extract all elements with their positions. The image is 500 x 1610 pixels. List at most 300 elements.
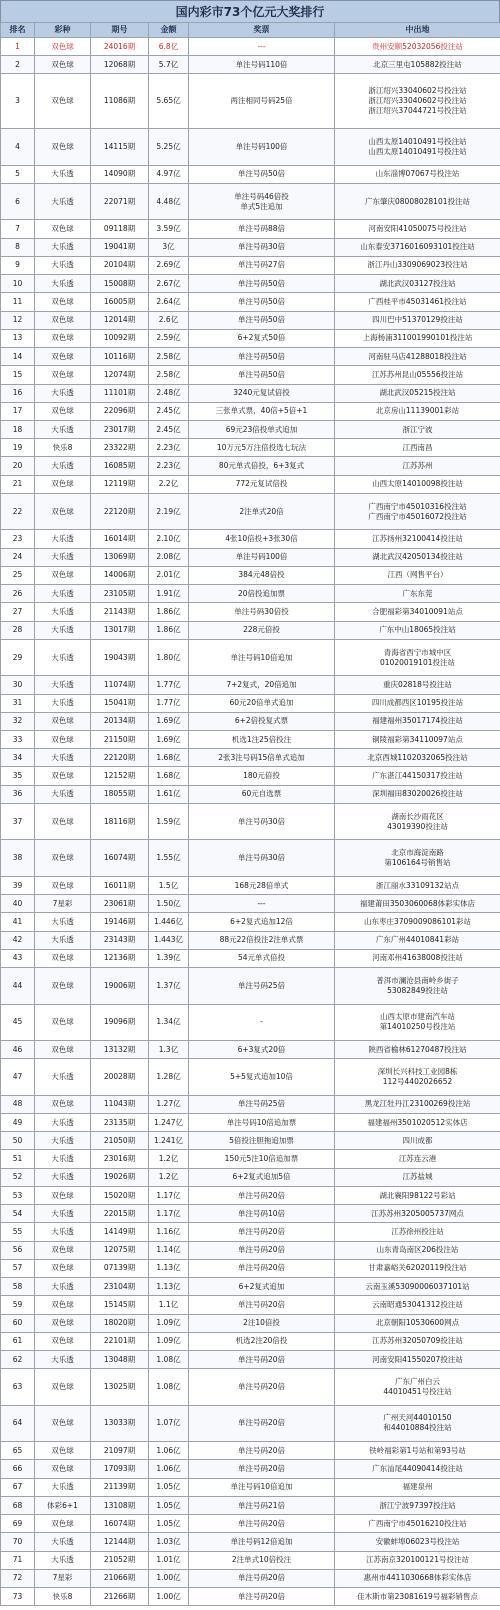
cell-type: 大乐透 bbox=[35, 384, 91, 402]
cell-issue: 12144期 bbox=[91, 1533, 149, 1551]
cell-issue: 13069期 bbox=[91, 548, 149, 566]
place-line: 山东青岛南区206投注站 bbox=[376, 1245, 459, 1255]
cell-issue: 11043期 bbox=[91, 1095, 149, 1113]
place-line: 浙江绍兴33040602号投注站 bbox=[368, 86, 467, 96]
table-row bbox=[1, 1369, 500, 1405]
place-line: 云南昭通53041312投注站 bbox=[372, 1299, 463, 1309]
ticket-line: 单注号码110倍 bbox=[235, 59, 288, 69]
place-line: 安徽蚌埠06023号投注站 bbox=[375, 1537, 460, 1547]
cell-rank: 20 bbox=[1, 457, 35, 475]
ticket-line: 2注10倍投 bbox=[243, 1318, 280, 1328]
ticket-line: 单注号码20倍 bbox=[237, 1464, 286, 1474]
cell-type: 双色球 bbox=[35, 1442, 91, 1460]
cell-place bbox=[335, 1442, 500, 1460]
cell-type: 大乐透 bbox=[35, 1351, 91, 1369]
cell-tickets bbox=[189, 1186, 335, 1204]
cell-type: 双色球 bbox=[35, 1095, 91, 1113]
cell-place bbox=[335, 767, 500, 785]
cell-tickets bbox=[189, 311, 335, 329]
cell-issue: 22071期 bbox=[91, 183, 149, 219]
cell-type: 大乐透 bbox=[35, 165, 91, 183]
cell-rank: 57 bbox=[1, 1259, 35, 1277]
table-row bbox=[1, 566, 500, 584]
cell-type: 大乐透 bbox=[35, 1205, 91, 1223]
table-row bbox=[1, 1059, 500, 1095]
ticket-line: 80元单式倍投，6+3复式 bbox=[218, 461, 305, 471]
place-line: 广东东莞 bbox=[402, 588, 433, 598]
table-row bbox=[1, 530, 500, 548]
cell-place bbox=[335, 1405, 500, 1441]
cell-tickets bbox=[189, 785, 335, 803]
cell-issue: 15008期 bbox=[91, 275, 149, 293]
cell-place bbox=[335, 749, 500, 767]
cell-amount: 1.5亿 bbox=[149, 876, 189, 894]
table-row bbox=[1, 1296, 500, 1314]
cell-place bbox=[335, 293, 500, 311]
cell-issue: 18020期 bbox=[91, 1314, 149, 1332]
place-line: 江苏扬州32100414投注站 bbox=[372, 534, 463, 543]
cell-type: 双色球 bbox=[35, 949, 91, 967]
cell-issue: 13132期 bbox=[91, 1041, 149, 1059]
ticket-line: --- bbox=[257, 41, 266, 51]
cell-rank: 42 bbox=[1, 931, 35, 949]
ticket-line: 60元自选票 bbox=[241, 789, 282, 799]
cell-place bbox=[335, 621, 500, 639]
cell-place bbox=[335, 785, 500, 803]
cell-issue: 19006期 bbox=[91, 968, 149, 1004]
cell-tickets bbox=[189, 803, 335, 839]
place-line: 北京西城1102032065投注站 bbox=[367, 752, 468, 762]
ticket-line: 单注号码50倍 bbox=[237, 351, 286, 361]
cell-place bbox=[335, 585, 500, 603]
table-row bbox=[1, 1150, 500, 1168]
ticket-line: 单注号码50倍 bbox=[237, 369, 286, 379]
cell-tickets bbox=[189, 931, 335, 949]
place-line: 山西太原14010098投注站 bbox=[372, 479, 463, 489]
cell-rank: 31 bbox=[1, 694, 35, 712]
cell-amount: 1.241亿 bbox=[149, 1132, 189, 1150]
cell-issue: 16085期 bbox=[91, 457, 149, 475]
cell-amount: 1.00亿 bbox=[149, 1569, 189, 1587]
cell-type: 双色球 bbox=[35, 293, 91, 311]
cell-tickets bbox=[189, 329, 335, 347]
place-line: 01020019101投注站 bbox=[380, 657, 455, 667]
place-line: 湖北襄阳98122号彩站 bbox=[379, 1190, 456, 1200]
place-line: 和44010884投注站 bbox=[383, 1423, 452, 1433]
place-line: 河南安阳41050075号投注站 bbox=[368, 224, 467, 233]
cell-place bbox=[335, 676, 500, 694]
cell-amount: 1.13亿 bbox=[149, 1278, 189, 1296]
cell-type: 快乐8 bbox=[35, 439, 91, 457]
cell-rank: 6 bbox=[1, 183, 35, 219]
cell-type: 大乐透 bbox=[35, 1150, 91, 1168]
cell-type: 7星彩 bbox=[35, 1569, 91, 1587]
cell-place bbox=[335, 913, 500, 931]
cell-rank: 50 bbox=[1, 1132, 35, 1150]
cell-amount: 1.68亿 bbox=[149, 767, 189, 785]
cell-amount: 2.69亿 bbox=[149, 256, 189, 274]
cell-tickets bbox=[189, 1041, 335, 1059]
cell-tickets bbox=[189, 1132, 335, 1150]
cell-tickets bbox=[189, 1533, 335, 1551]
cell-amount: 1.77亿 bbox=[149, 694, 189, 712]
cell-tickets bbox=[189, 1460, 335, 1478]
cell-place bbox=[335, 275, 500, 293]
cell-tickets bbox=[189, 749, 335, 767]
cell-place bbox=[335, 420, 500, 438]
cell-tickets bbox=[189, 493, 335, 529]
cell-place bbox=[335, 566, 500, 584]
cell-place bbox=[335, 1059, 500, 1095]
cell-type: 大乐透 bbox=[35, 275, 91, 293]
cell-place bbox=[335, 1478, 500, 1496]
cell-type: 体彩6+1 bbox=[35, 1496, 91, 1514]
cell-rank: 21 bbox=[1, 475, 35, 493]
cell-amount: 2.6亿 bbox=[149, 311, 189, 329]
table-body bbox=[1, 38, 500, 1606]
place-line: 北京市海淀南路 bbox=[391, 848, 444, 858]
place-line: 浙江绍兴33040602号投注站 bbox=[368, 96, 467, 106]
table-row bbox=[1, 74, 500, 129]
cell-rank: 48 bbox=[1, 1095, 35, 1113]
place-line: 山西太原市建南汽车站 bbox=[380, 1012, 455, 1022]
cell-type: 双色球 bbox=[35, 1405, 91, 1441]
cell-rank: 10 bbox=[1, 275, 35, 293]
table-row bbox=[1, 38, 500, 56]
cell-rank: 13 bbox=[1, 329, 35, 347]
table-row bbox=[1, 1186, 500, 1204]
cell-type: 大乐透 bbox=[35, 676, 91, 694]
cell-place bbox=[335, 56, 500, 74]
table-row bbox=[1, 256, 500, 274]
cell-type: 双色球 bbox=[35, 1515, 91, 1533]
ticket-line: 单注号码20倍 bbox=[237, 1591, 286, 1601]
cell-amount: 2.45亿 bbox=[149, 402, 189, 420]
place-line: 江苏苏州 bbox=[402, 461, 433, 471]
cell-amount: 1.16亿 bbox=[149, 1223, 189, 1241]
place-line: 山东枣庄37090090861​01彩站 bbox=[363, 916, 472, 926]
cell-tickets bbox=[189, 1004, 335, 1040]
table-row bbox=[1, 439, 500, 457]
cell-rank: 35 bbox=[1, 767, 35, 785]
cell-tickets bbox=[189, 1205, 335, 1223]
cell-tickets bbox=[189, 712, 335, 730]
cell-type: 双色球 bbox=[35, 1186, 91, 1204]
cell-amount: 1.2亿 bbox=[149, 1168, 189, 1186]
cell-tickets bbox=[189, 1113, 335, 1131]
ticket-line: 单注号码10倍追加 bbox=[230, 652, 293, 662]
place-line: 陕西省榆林61270487投注站 bbox=[368, 1044, 467, 1054]
place-line: 湖北武汉05215投注站 bbox=[379, 388, 456, 398]
cell-issue: 13048期 bbox=[91, 1351, 149, 1369]
cell-amount: 4.48亿 bbox=[149, 183, 189, 219]
cell-tickets bbox=[189, 238, 335, 256]
ticket-line: 机选1注25倍投注 bbox=[231, 734, 292, 744]
cell-issue: 20028期 bbox=[91, 1059, 149, 1095]
table-row bbox=[1, 129, 500, 165]
table-row bbox=[1, 694, 500, 712]
cell-type: 双色球 bbox=[35, 566, 91, 584]
cell-tickets bbox=[189, 439, 335, 457]
cell-rank: 24 bbox=[1, 548, 35, 566]
cell-issue: 17093期 bbox=[91, 1460, 149, 1478]
cell-rank: 9 bbox=[1, 256, 35, 274]
ticket-line: 单注号码12倍追加 bbox=[230, 1537, 293, 1547]
table-row bbox=[1, 1314, 500, 1332]
cell-issue: 16074期 bbox=[91, 840, 149, 876]
cell-issue: 23135期 bbox=[91, 1113, 149, 1131]
cell-amount: 2.08亿 bbox=[149, 548, 189, 566]
place-line: 广东广州44010841彩站 bbox=[375, 935, 460, 945]
cell-tickets bbox=[189, 585, 335, 603]
place-line: 浙江丹山33090690​23投注站 bbox=[367, 260, 468, 270]
ticket-line: 6+2复式追加 bbox=[238, 1281, 285, 1291]
ticket-line: 单注号码20倍 bbox=[237, 1227, 286, 1236]
cell-rank: 2 bbox=[1, 56, 35, 74]
cell-place bbox=[335, 348, 500, 366]
cell-type: 双色球 bbox=[35, 1332, 91, 1350]
cell-amount: 1.77亿 bbox=[149, 676, 189, 694]
cell-place bbox=[335, 1278, 500, 1296]
place-line: 四川成都西区10195投注站 bbox=[371, 698, 464, 708]
cell-rank: 12 bbox=[1, 311, 35, 329]
place-line: 福建福州3501020512实体店 bbox=[367, 1117, 468, 1127]
ticket-line: 单注号码10倍 bbox=[237, 1208, 286, 1218]
table-row bbox=[1, 220, 500, 238]
cell-type: 双色球 bbox=[35, 475, 91, 493]
cell-amount: 1.86亿 bbox=[149, 621, 189, 639]
cell-tickets bbox=[189, 603, 335, 621]
place-line: 112号4402026652 bbox=[382, 1077, 453, 1086]
cell-place bbox=[335, 1496, 500, 1514]
ticket-line: 228元倍投 bbox=[243, 625, 280, 635]
cell-rank: 15 bbox=[1, 366, 35, 384]
cell-tickets bbox=[189, 1296, 335, 1314]
cell-rank: 61 bbox=[1, 1332, 35, 1350]
cell-place bbox=[335, 238, 500, 256]
cell-tickets bbox=[189, 293, 335, 311]
cell-rank: 59 bbox=[1, 1296, 35, 1314]
sheet-title: 国内彩市73个亿元大奖排行 bbox=[0, 0, 500, 22]
table-row bbox=[1, 876, 500, 894]
ticket-line: 单注号码30倍 bbox=[237, 853, 286, 863]
ticket-line: 384元48倍投 bbox=[238, 570, 285, 580]
cell-issue: 23016期 bbox=[91, 1150, 149, 1168]
cell-rank: 7 bbox=[1, 220, 35, 238]
cell-type: 双色球 bbox=[35, 712, 91, 730]
table-row bbox=[1, 56, 500, 74]
cell-tickets bbox=[189, 1551, 335, 1569]
cell-type: 大乐透 bbox=[35, 238, 91, 256]
cell-tickets bbox=[189, 1059, 335, 1095]
cell-rank: 27 bbox=[1, 603, 35, 621]
place-line: 广东中山18065投注站 bbox=[379, 625, 456, 635]
table-row bbox=[1, 1515, 500, 1533]
cell-place bbox=[335, 311, 500, 329]
table-row bbox=[1, 767, 500, 785]
cell-tickets bbox=[189, 566, 335, 584]
place-line: 广东汕尾44090414投注站 bbox=[372, 1464, 463, 1474]
cell-type: 双色球 bbox=[35, 56, 91, 74]
table-row bbox=[1, 275, 500, 293]
cell-rank: 45 bbox=[1, 1004, 35, 1040]
ticket-line: 单式5注追加 bbox=[240, 201, 283, 211]
cell-amount: 2.58亿 bbox=[149, 366, 189, 384]
ticket-line: 单注号码10倍追加票 bbox=[226, 1117, 297, 1127]
cell-rank: 40 bbox=[1, 895, 35, 913]
cell-issue: 13033期 bbox=[91, 1405, 149, 1441]
table-row bbox=[1, 311, 500, 329]
table-row bbox=[1, 621, 500, 639]
cell-place bbox=[335, 1095, 500, 1113]
cell-type: 双色球 bbox=[35, 329, 91, 347]
cell-type: 双色球 bbox=[35, 1369, 91, 1405]
cell-amount: 1.69亿 bbox=[149, 712, 189, 730]
cell-rank: 64 bbox=[1, 1405, 35, 1441]
cell-place bbox=[335, 1241, 500, 1259]
cell-place bbox=[335, 457, 500, 475]
cell-type: 双色球 bbox=[35, 38, 91, 56]
table-row bbox=[1, 1442, 500, 1460]
cell-place bbox=[335, 803, 500, 839]
cell-tickets bbox=[189, 1095, 335, 1113]
cell-amount: 1.03亿 bbox=[149, 1533, 189, 1551]
table-row bbox=[1, 366, 500, 384]
cell-rank: 3 bbox=[1, 74, 35, 129]
cell-type: 大乐透 bbox=[35, 1059, 91, 1095]
cell-type: 大乐透 bbox=[35, 1168, 91, 1186]
cell-place bbox=[335, 1168, 500, 1186]
cell-issue: 21266期 bbox=[91, 1588, 149, 1606]
cell-tickets bbox=[189, 402, 335, 420]
ticket-line: 5+5复式追加10倍 bbox=[230, 1072, 293, 1081]
header-issue: 期号 bbox=[91, 23, 149, 38]
cell-place bbox=[335, 1551, 500, 1569]
cell-place bbox=[335, 876, 500, 894]
cell-tickets bbox=[189, 348, 335, 366]
table-row bbox=[1, 676, 500, 694]
place-line: 黑龙江牡丹江23100269投注站 bbox=[364, 1099, 471, 1109]
ticket-line: 6+2复式追加12倍 bbox=[230, 916, 293, 926]
cell-place bbox=[335, 129, 500, 165]
place-line: 上海杨浦31100199​0101投注站 bbox=[362, 333, 473, 343]
cell-issue: 21050期 bbox=[91, 1132, 149, 1150]
table-row bbox=[1, 1132, 500, 1150]
table-row bbox=[1, 968, 500, 1004]
cell-type: 双色球 bbox=[35, 366, 91, 384]
place-line: 铁岭福彩第1号站和第93号站 bbox=[369, 1445, 466, 1455]
place-line: 第106164号销售站 bbox=[384, 858, 451, 868]
cell-tickets bbox=[189, 913, 335, 931]
place-line: 江苏盐城 bbox=[402, 1172, 433, 1182]
cell-rank: 55 bbox=[1, 1223, 35, 1241]
cell-rank: 39 bbox=[1, 876, 35, 894]
cell-amount: 5.7亿 bbox=[149, 56, 189, 74]
table-row bbox=[1, 1223, 500, 1241]
cell-place bbox=[335, 1588, 500, 1606]
cell-type: 大乐透 bbox=[35, 1278, 91, 1296]
cell-issue: 10092期 bbox=[91, 329, 149, 347]
cell-issue: 21139期 bbox=[91, 1478, 149, 1496]
cell-place bbox=[335, 730, 500, 748]
ticket-line: 单注号码20倍 bbox=[237, 1354, 286, 1364]
place-line: 广东广州白云 bbox=[395, 1377, 440, 1386]
table-row bbox=[1, 1551, 500, 1569]
cell-rank: 51 bbox=[1, 1150, 35, 1168]
cell-tickets bbox=[189, 1515, 335, 1533]
cell-rank: 70 bbox=[1, 1533, 35, 1551]
place-line: 湖北武汉03127投注站 bbox=[379, 278, 456, 288]
cell-tickets bbox=[189, 1588, 335, 1606]
cell-tickets bbox=[189, 840, 335, 876]
cell-amount: 1.69亿 bbox=[149, 730, 189, 748]
place-line: 福建莆田3503060068体彩实体店 bbox=[359, 898, 476, 908]
cell-place bbox=[335, 1314, 500, 1332]
cell-type: 大乐透 bbox=[35, 694, 91, 712]
cell-tickets bbox=[189, 1478, 335, 1496]
cell-rank: 43 bbox=[1, 949, 35, 967]
cell-type: 大乐透 bbox=[35, 1478, 91, 1496]
table-row bbox=[1, 931, 500, 949]
place-line: 广东肇庆08008028101投注站 bbox=[365, 196, 470, 206]
cell-place bbox=[335, 1369, 500, 1405]
table-row bbox=[1, 803, 500, 839]
ticket-line: 单注号码30倍投 bbox=[234, 606, 289, 616]
cell-place bbox=[335, 949, 500, 967]
cell-place bbox=[335, 1533, 500, 1551]
cell-rank: 19 bbox=[1, 439, 35, 457]
cell-amount: 1.61亿 bbox=[149, 785, 189, 803]
cell-place bbox=[335, 1569, 500, 1587]
cell-type: 双色球 bbox=[35, 840, 91, 876]
cell-amount: 3.59亿 bbox=[149, 220, 189, 238]
cell-amount: 1.50亿 bbox=[149, 895, 189, 913]
cell-tickets bbox=[189, 530, 335, 548]
cell-tickets bbox=[189, 38, 335, 56]
cell-tickets bbox=[189, 56, 335, 74]
cell-place bbox=[335, 712, 500, 730]
cell-tickets bbox=[189, 275, 335, 293]
place-line: 53082849投注站 bbox=[387, 985, 448, 995]
cell-place bbox=[335, 475, 500, 493]
cell-rank: 65 bbox=[1, 1442, 35, 1460]
cell-amount: 2.48亿 bbox=[149, 384, 189, 402]
cell-tickets bbox=[189, 1405, 335, 1441]
cell-place bbox=[335, 1132, 500, 1150]
cell-issue: 07139期 bbox=[91, 1259, 149, 1277]
cell-place bbox=[335, 548, 500, 566]
cell-rank: 1 bbox=[1, 38, 35, 56]
cell-amount: 2.64亿 bbox=[149, 293, 189, 311]
table-row bbox=[1, 639, 500, 675]
ticket-line: 两注相同号码25倍 bbox=[230, 96, 293, 106]
ranking-table bbox=[0, 22, 500, 1606]
cell-rank: 58 bbox=[1, 1278, 35, 1296]
place-line: 山东泰安37160160931​01投注站 bbox=[360, 242, 475, 252]
ticket-line: 单注号码20倍 bbox=[237, 1518, 286, 1528]
table-row bbox=[1, 457, 500, 475]
cell-amount: 1.59亿 bbox=[149, 803, 189, 839]
cell-issue: 21066期 bbox=[91, 1569, 149, 1587]
place-line: 广西南宁市45010316投注站 bbox=[368, 501, 467, 511]
cell-issue: 23322期 bbox=[91, 439, 149, 457]
ticket-line: 2张3注号码15倍单式追加 bbox=[218, 752, 305, 762]
cell-amount: 2.10亿 bbox=[149, 530, 189, 548]
cell-amount: 1.05亿 bbox=[149, 1478, 189, 1496]
cell-issue: 13017期 bbox=[91, 621, 149, 639]
cell-type: 大乐透 bbox=[35, 785, 91, 803]
place-line: 浙江丽水33109132站点 bbox=[375, 880, 460, 890]
